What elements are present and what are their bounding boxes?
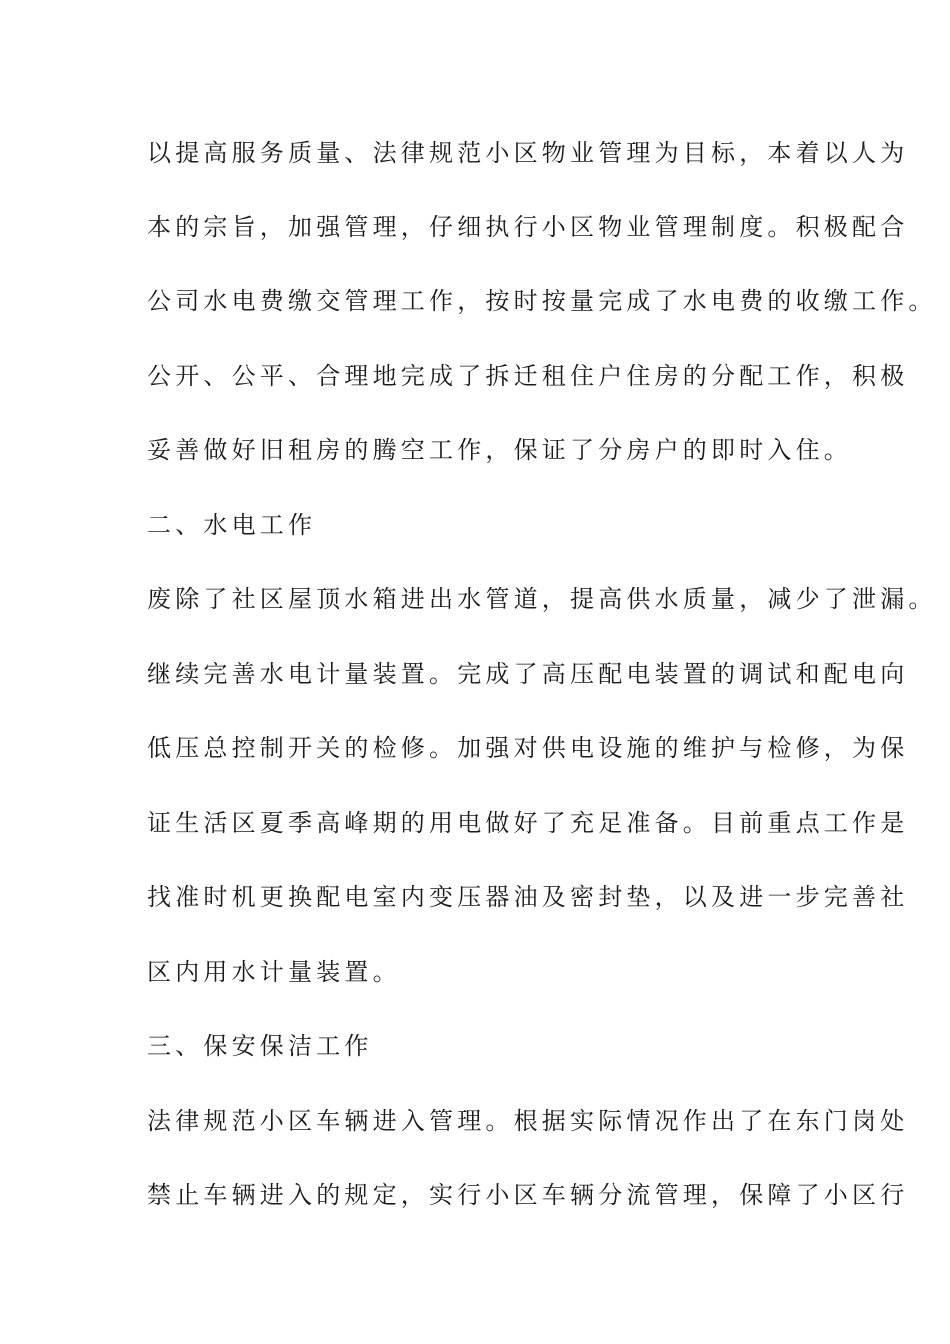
paragraph-line: 公开、公平、合理地完成了拆迁租住户住房的分配工作，积极 (147, 362, 909, 390)
paragraph-line: 本的宗旨，加强管理，仔细执行小区物业管理制度。积极配合 (147, 213, 909, 241)
paragraph-line: 禁止车辆进入的规定，实行小区车辆分流管理，保障了小区行 (147, 1181, 909, 1209)
section-heading-water-electricity: 二、水电工作 (147, 511, 317, 539)
paragraph-line: 低压总控制开关的检修。加强对供电设施的维护与检修，为保 (147, 734, 909, 762)
paragraph-line: 以提高服务质量、法律规范小区物业管理为目标，本着以人为 (147, 139, 909, 167)
paragraph-line: 证生活区夏季高峰期的用电做好了充足准备。目前重点工作是 (147, 809, 909, 837)
paragraph-line: 妥善做好旧租房的腾空工作，保证了分房户的即时入住。 (147, 436, 852, 464)
paragraph-line: 法律规范小区车辆进入管理。根据实际情况作出了在东门岗处 (147, 1107, 909, 1135)
paragraph-line: 区内用水计量装置。 (147, 958, 401, 986)
paragraph-line: 找准时机更换配电室内变压器油及密封垫，以及进一步完善社 (147, 883, 909, 911)
section-heading-security-cleaning: 三、保安保洁工作 (147, 1032, 373, 1060)
paragraph-line: 公司水电费缴交管理工作，按时按量完成了水电费的收缴工作。 (147, 287, 937, 315)
paragraph-line: 继续完善水电计量装置。完成了高压配电装置的调试和配电向 (147, 660, 909, 688)
paragraph-line: 废除了社区屋顶水箱进出水管道，提高供水质量，减少了泄漏。 (147, 585, 937, 613)
